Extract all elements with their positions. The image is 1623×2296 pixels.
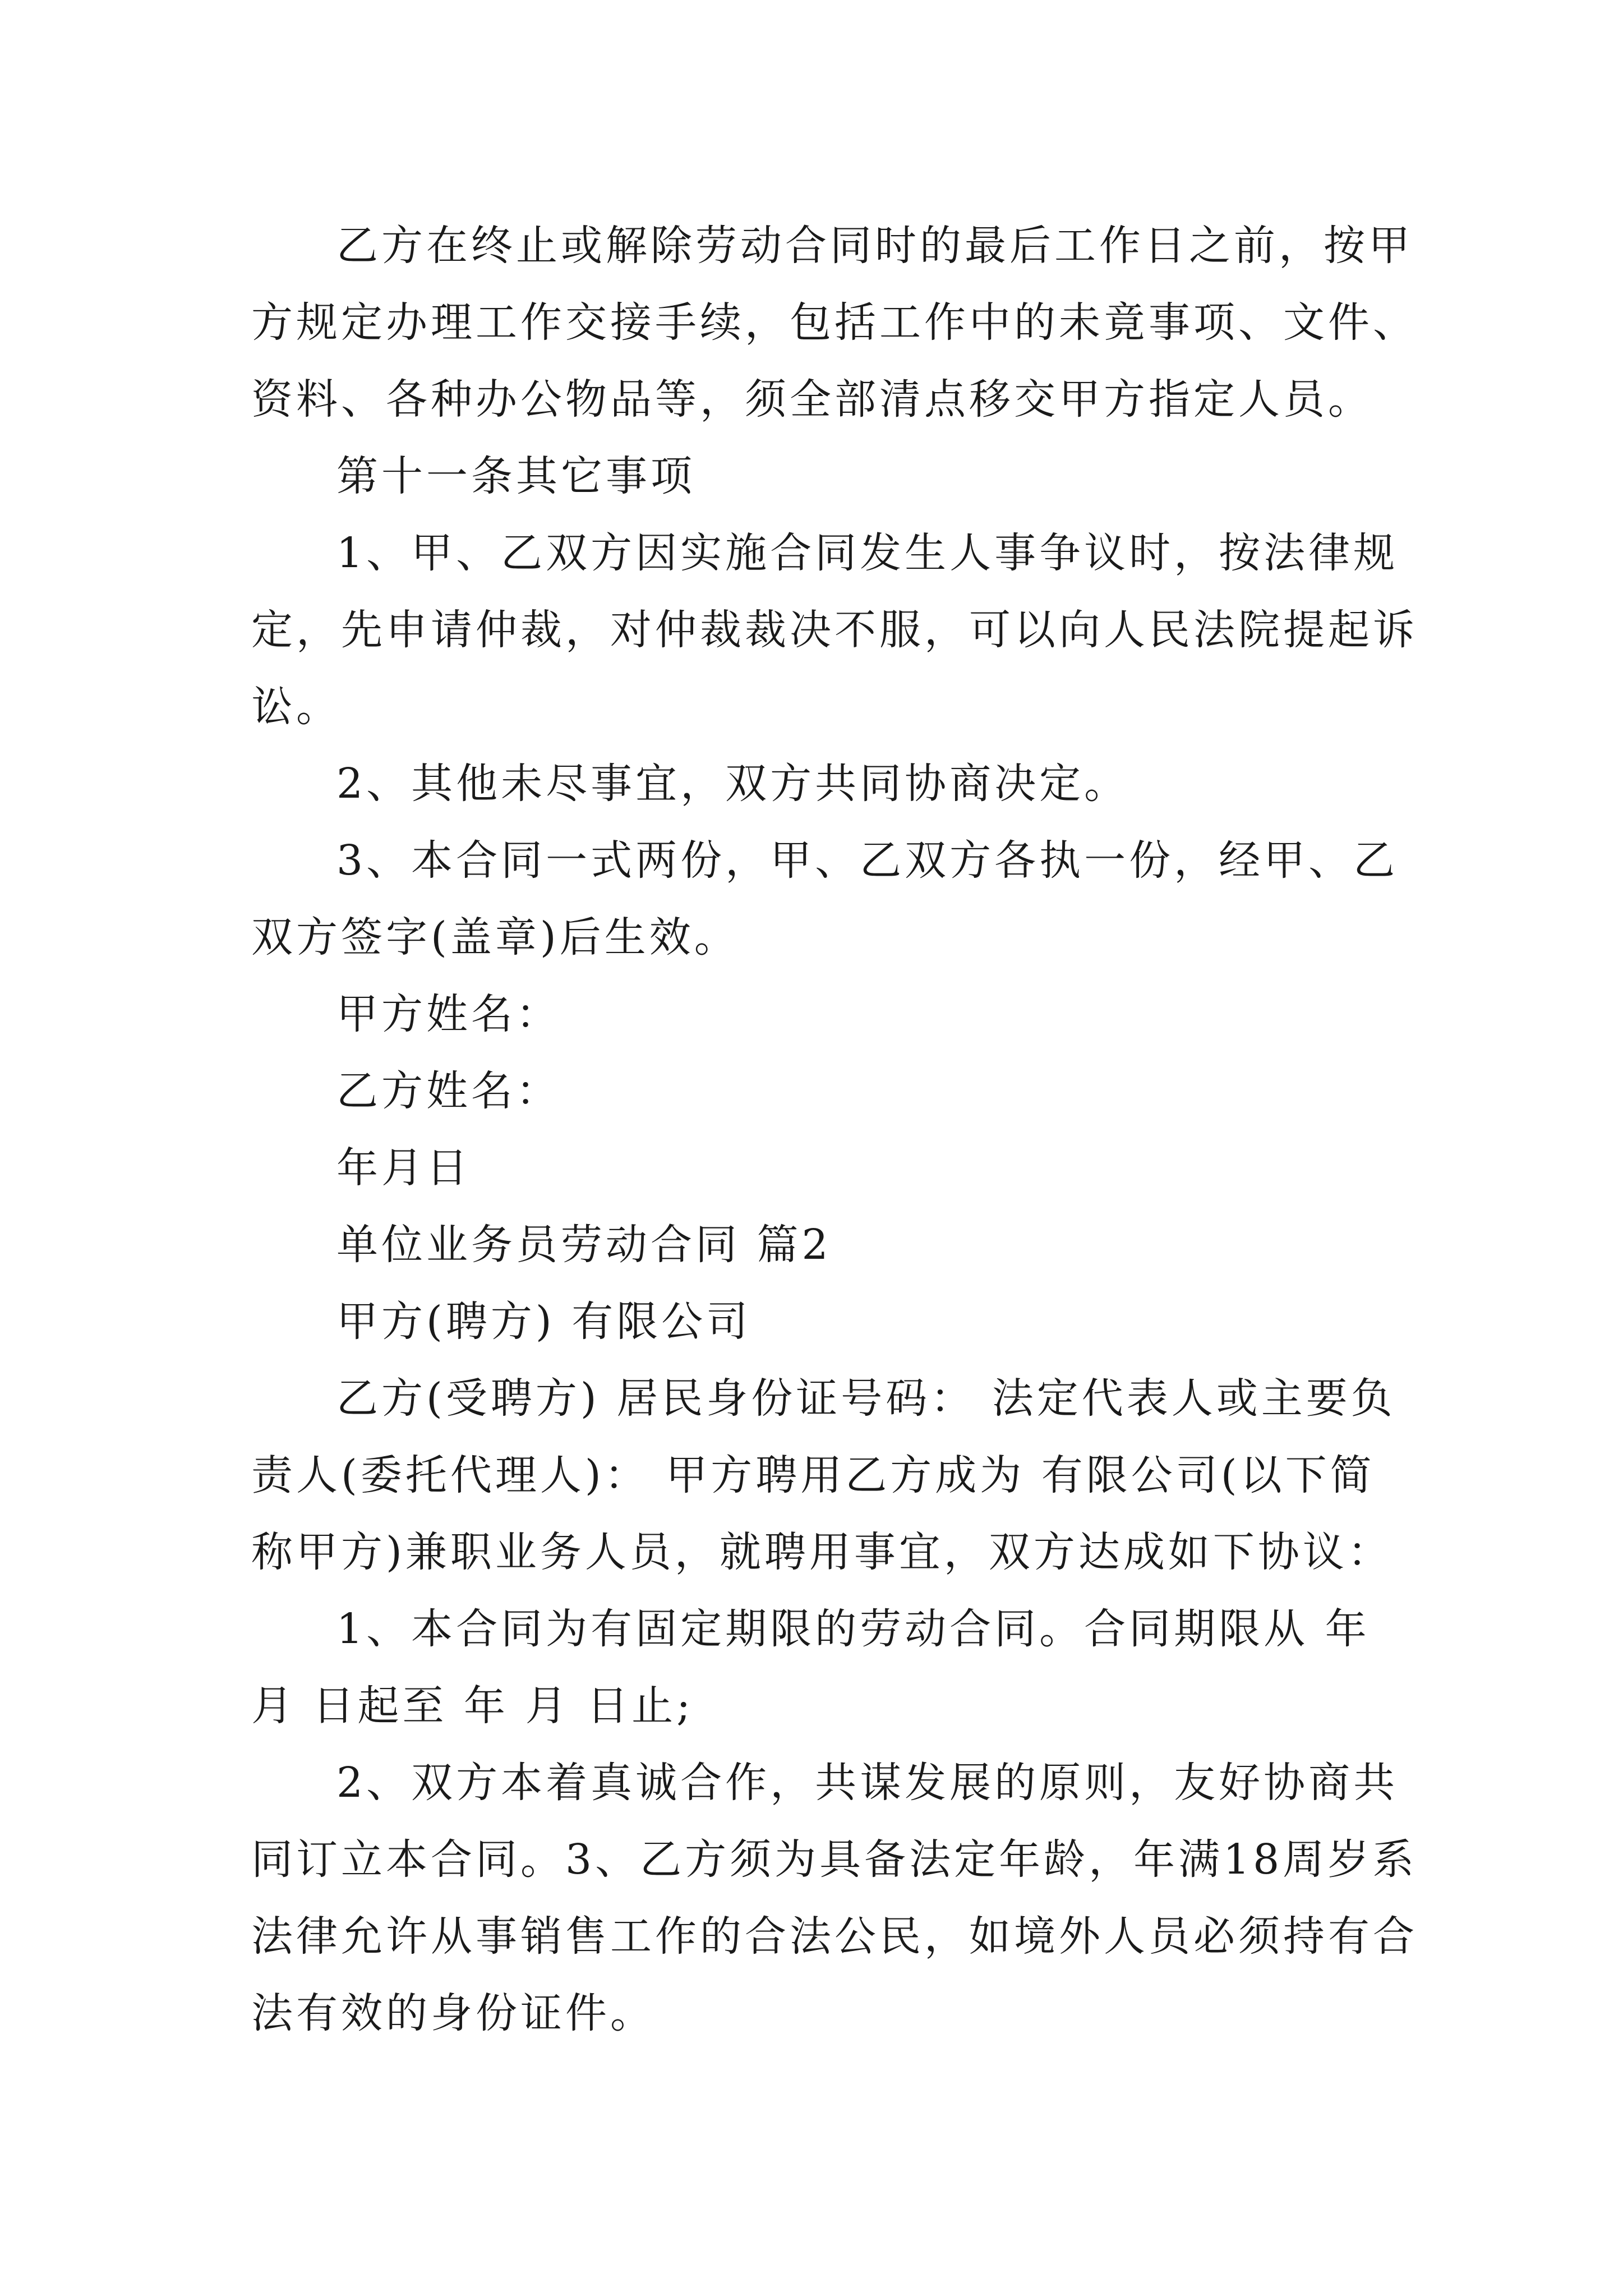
text-line: 法有效的身份证件。	[251, 1989, 655, 2037]
text-line: 讼。	[251, 683, 341, 731]
para-party-a-name	[251, 976, 1401, 1053]
text-line: 月 日起至 年 月 日止;	[251, 1682, 694, 1730]
para-article-11-heading	[251, 438, 1401, 515]
para-date	[251, 1130, 1401, 1207]
text-line: 法律允许从事销售工作的合法公民，如境外人员必须持有合	[251, 1912, 1418, 1961]
text-line: 责人(委托代理人)： 甲方聘用乙方成为 有限公司(以下简	[251, 1451, 1375, 1499]
text-line: 同订立本合同。3、乙方须为具备法定年龄，年满18周岁系	[251, 1835, 1418, 1884]
text-line: 方规定办理工作交接手续，包括工作中的未竟事项、文件、	[251, 298, 1418, 347]
text-line: 2、双方本着真诚合作，共谋发展的原则，友好协商共	[336, 1759, 1399, 1807]
text-line: 3、本合同一式两份，甲、乙双方各执一份，经甲、乙	[336, 836, 1399, 885]
text-line: 乙方姓名：	[336, 1067, 561, 1115]
text-line: 甲方(聘方) 有限公司	[336, 1297, 751, 1346]
para-clause-1-term	[251, 1591, 1401, 1745]
text-line: 双方签字(盖章)后生效。	[251, 913, 739, 961]
para-clause-2-3	[251, 1745, 1418, 2052]
para-handover	[251, 208, 1418, 438]
text-line: 第十一条其它事项	[336, 452, 695, 500]
para-item-1-dispute	[251, 515, 1418, 746]
text-line: 称甲方)兼职业务人员，就聘用事宜，双方达成如下协议：	[251, 1528, 1393, 1576]
text-line: 甲方姓名：	[336, 990, 561, 1038]
text-line: 2、其他未尽事宜，双方共同协商决定。	[336, 760, 1129, 808]
text-line: 1、甲、乙双方因实施合同发生人事争议时，按法律规	[336, 529, 1399, 577]
para-item-3-copies	[251, 822, 1401, 976]
text-line: 资料、各种办公物品等，须全部清点移交甲方指定人员。	[251, 375, 1373, 424]
text-line: 年月日	[336, 1144, 471, 1192]
text-line: 乙方在终止或解除劳动合同时的最后工作日之前，按甲	[336, 222, 1413, 270]
para-party-b-name	[251, 1053, 1401, 1130]
text-line: 1、本合同为有固定期限的劳动合同。合同期限从 年	[336, 1605, 1370, 1653]
para-party-a-company	[251, 1283, 1401, 1360]
para-section-title-2	[251, 1207, 1401, 1283]
document-body	[251, 208, 1418, 2052]
para-party-b-info	[251, 1360, 1401, 1591]
text-line: 单位业务员劳动合同 篇2	[336, 1221, 832, 1269]
para-item-2-other	[251, 746, 1401, 822]
text-line: 定，先申请仲裁，对仲裁裁决不服，可以向人民法院提起诉	[251, 606, 1418, 654]
text-line: 乙方(受聘方) 居民身份证号码： 法定代表人或主要负	[336, 1374, 1396, 1423]
